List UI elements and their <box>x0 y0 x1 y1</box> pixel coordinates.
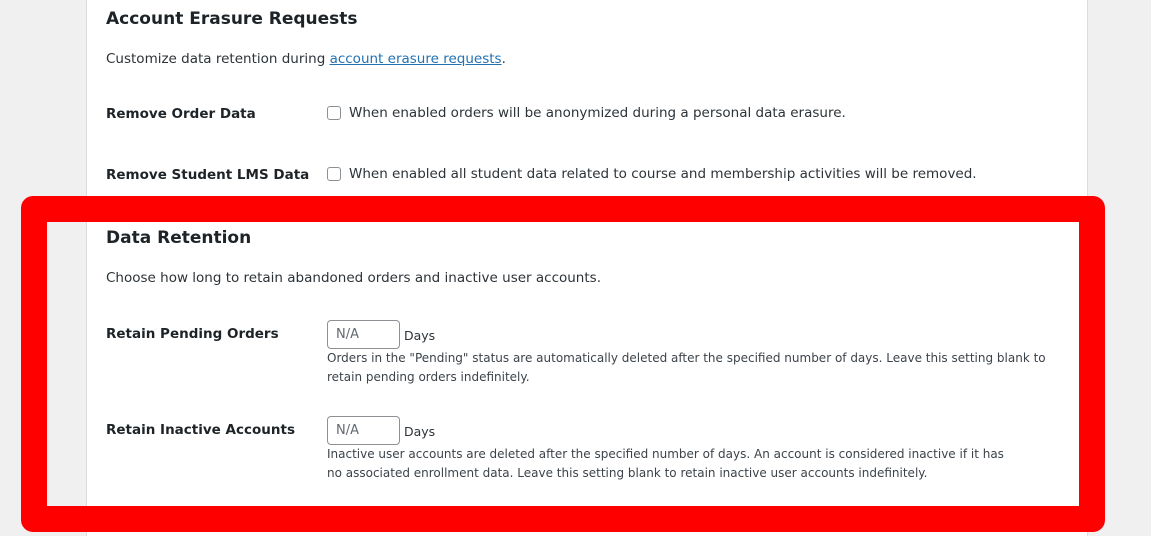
retain-inactive-accounts-input[interactable] <box>327 416 400 445</box>
retain-pending-orders-input[interactable] <box>327 320 400 349</box>
retain-pending-orders-help: Orders in the "Pending" status are automatically deleted after the specified number of days. Leave this setting blank to retain pending orders indefinitely. <box>327 351 1046 384</box>
retain-inactive-accounts-label: Retain Inactive Accounts <box>106 422 295 438</box>
data-retention-description: Choose how long to retain abandoned orders and inactive user accounts. <box>106 270 601 286</box>
remove-student-lms-data-option[interactable] <box>327 166 977 182</box>
account-erasure-requests-link[interactable]: account erasure requests <box>329 51 502 67</box>
retain-pending-orders-label: Retain Pending Orders <box>106 326 279 342</box>
remove-order-data-text: When enabled orders will be anonymized during a personal data erasure. <box>349 105 846 121</box>
remove-order-data-label: Remove Order Data <box>106 106 256 122</box>
remove-student-lms-data-checkbox[interactable] <box>327 167 341 181</box>
remove-student-lms-data-text: When enabled all student data related to course and membership activities will be removed. <box>349 166 977 182</box>
remove-order-data-checkbox[interactable] <box>327 106 341 120</box>
retain-pending-orders-unit: Days <box>404 328 436 343</box>
account-erasure-desc-suffix: . <box>501 51 506 67</box>
account-erasure-title: Account Erasure Requests <box>106 9 358 29</box>
account-erasure-description <box>106 51 506 67</box>
retain-inactive-accounts-unit: Days <box>404 424 436 439</box>
settings-card <box>86 0 1088 536</box>
remove-order-data-option[interactable] <box>327 105 846 121</box>
retain-inactive-accounts-help: Inactive user accounts are deleted after the specified number of days. An account is considered inactive if it has no associated enrollment data. Leave this setting blank to retain inactive user accounts indefinitely. <box>327 447 1004 480</box>
remove-student-lms-data-label: Remove Student LMS Data <box>106 167 310 183</box>
account-erasure-desc-prefix: Customize data retention during <box>106 51 330 67</box>
data-retention-title: Data Retention <box>106 228 252 248</box>
